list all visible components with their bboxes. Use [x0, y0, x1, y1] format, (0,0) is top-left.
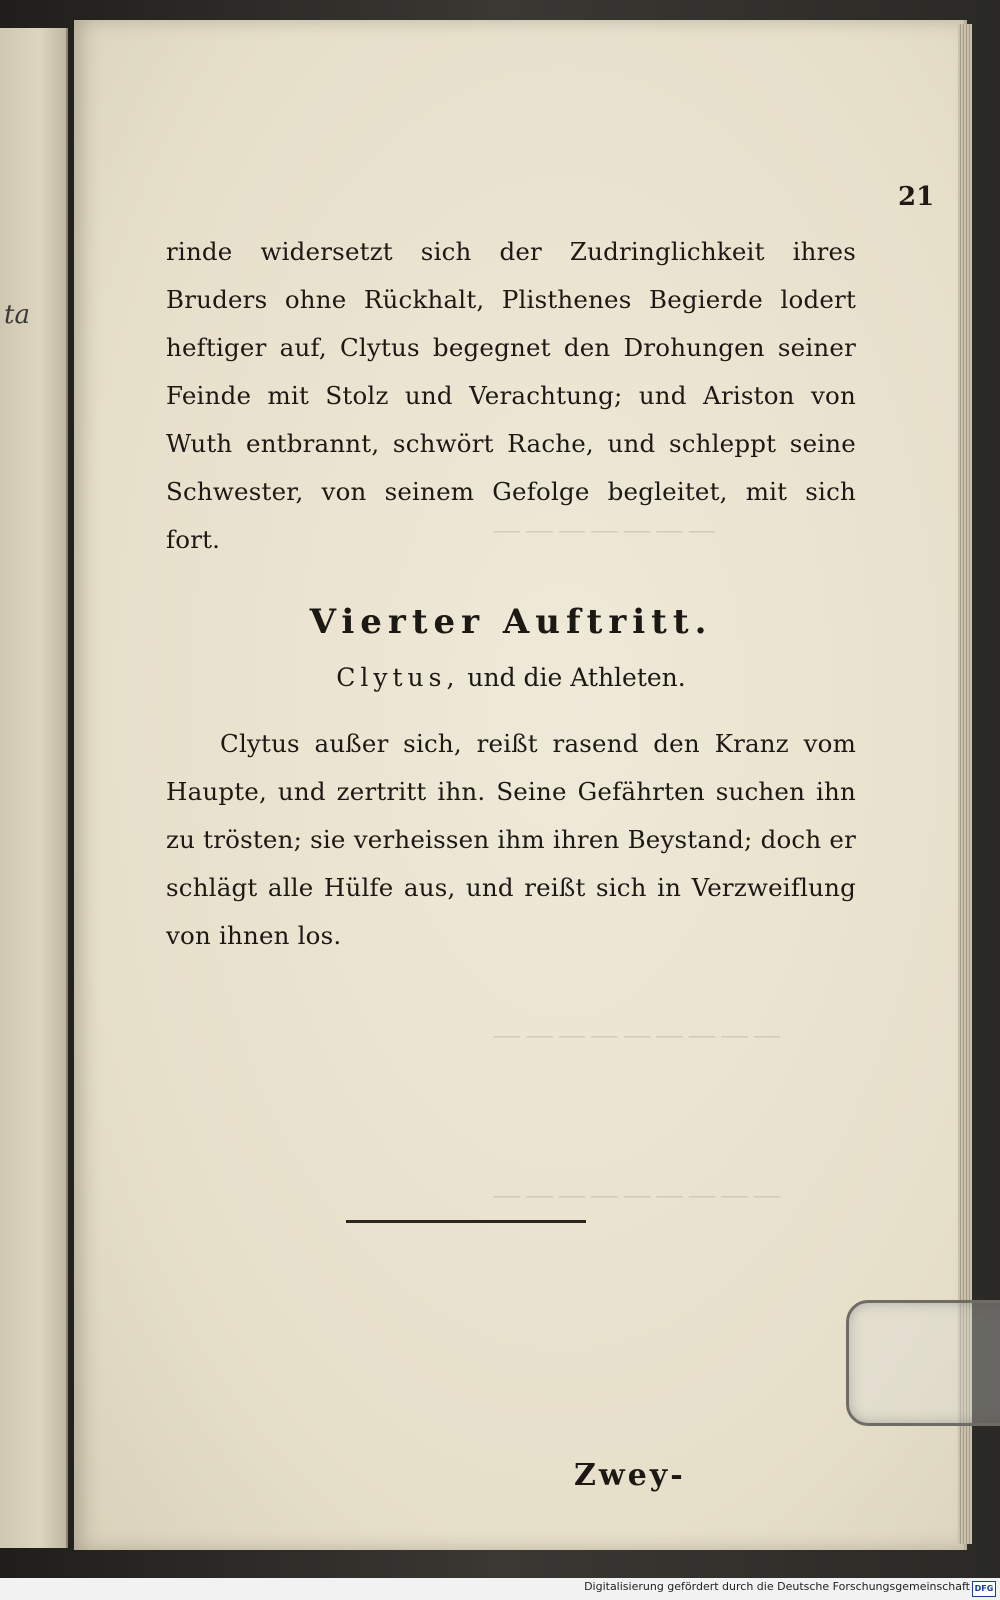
dfg-logo: DFG — [972, 1581, 996, 1597]
paragraph-stage-direction: Clytus außer sich, reißt rasend den Kranz vom Haupte, und zertritt ihn. Seine Gefährten suchen ihn zu trösten; sie verheissen ihm ihren Beystand; doch er schlägt alle Hülfe aus, und reißt sich in Verzweiflung von ihnen los. — [166, 729, 856, 950]
book-page — [74, 20, 967, 1550]
character-list: und die Athleten. — [467, 663, 686, 692]
paragraph-stage-direction: rinde widersetzt sich der Zudringlichkeit ihres Bruders ohne Rückhalt, Plisthenes Begierde lodert heftiger auf, Clytus begegnet den Drohungen seiner Feinde mit Stolz und Verachtung; und Ariston von Wuth entbrannt, schwört Rache, und schleppt seine Schwester, von seinem Gefolge begleitet, mit sich fort. — [166, 237, 856, 554]
section-rule — [346, 1220, 586, 1223]
bleed-through: — — — — — — — — — — [494, 1020, 780, 1049]
facing-page-edge — [0, 28, 68, 1548]
scene-heading: Vierter Auftritt. — [309, 602, 713, 642]
character-name: Clytus, — [336, 663, 460, 692]
scene-characters — [166, 656, 856, 700]
bleed-through: — — — — — — — — [494, 515, 715, 544]
text-block — [166, 228, 856, 960]
page-number: 21 — [898, 182, 935, 212]
bleed-through: — — — — — — — — — — [494, 1180, 780, 1209]
digitization-credit: Digitalisierung gefördert durch die Deutsche Forschungsgemeinschaft — [584, 1580, 970, 1593]
facing-page-fragment: ta — [4, 300, 30, 330]
page-clip — [846, 1300, 1000, 1426]
catchword: Zwey- — [574, 1458, 686, 1493]
